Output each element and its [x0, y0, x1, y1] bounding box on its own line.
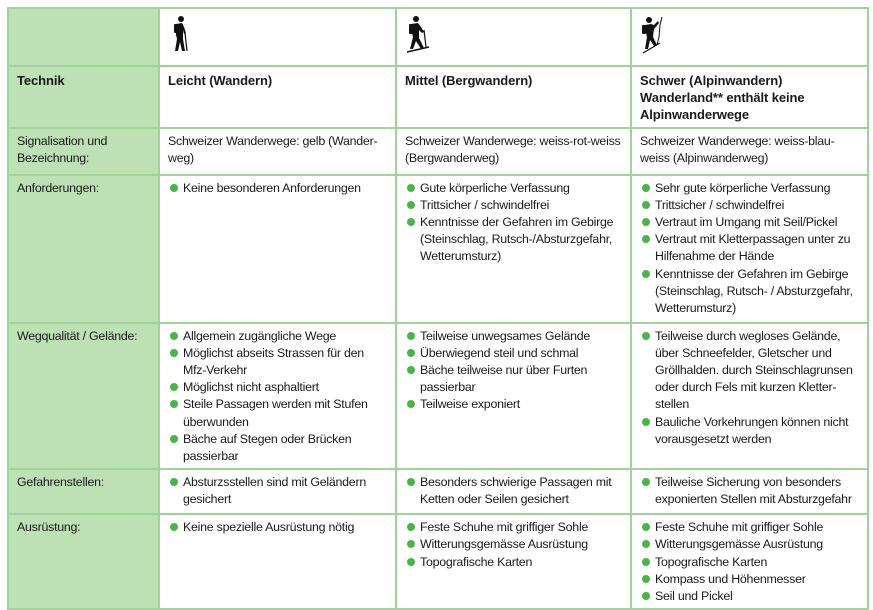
list-item-text: Absturzsstellen sind mit Geländern gesichert: [183, 475, 366, 507]
list-item-text: Möglichst nicht asphaltiert: [183, 380, 319, 395]
list-item-text: Teilweise unwegsames Gelände: [420, 328, 591, 343]
level-easy: Leicht (Wandern): [159, 66, 396, 128]
bullet-cell: [159, 469, 396, 514]
row-label: Wegqualität / Gelände:: [8, 323, 159, 470]
bullet-list: [640, 180, 861, 318]
technik-row: [8, 66, 868, 128]
list-item: [640, 536, 861, 553]
bullet-cell: [159, 514, 396, 609]
list-item: [405, 328, 624, 345]
list-item-text: Überwiegend steil und schmal: [420, 345, 579, 360]
bullet-cell: [631, 323, 868, 470]
bullet-cell: [396, 514, 631, 609]
list-item: [405, 180, 624, 197]
bullet-dot-icon: [407, 218, 415, 226]
level-hard: Schwer (Alpinwandern) Wanderland** enthält keine Alpinwanderwege: [631, 66, 868, 128]
bullet-dot-icon: [642, 332, 650, 340]
list-item-text: Vertraut im Umgang mit Seil/Pickel: [655, 215, 838, 230]
list-item: [168, 519, 389, 536]
bullet-dot-icon: [170, 332, 178, 340]
row-label: Anforderungen:: [8, 175, 159, 323]
bullet-list: [640, 474, 861, 508]
list-item-text: Besonders schwierige Passagen mit Ketten oder Seilen gesichert: [420, 475, 612, 507]
bullet-list: [640, 519, 861, 605]
list-item: [640, 214, 861, 231]
hiking-difficulty-table: [7, 7, 869, 610]
list-item-text: Witterungsgemässe Ausrüstung: [420, 537, 588, 552]
cell-text: Schweizer Wanderwege: gelb (Wander-weg): [159, 128, 396, 175]
bullet-cell: [631, 469, 868, 514]
list-item-text: Bauliche Vorkehrungen können nicht vorausgesetzt werden: [655, 414, 849, 446]
list-item-text: Trittsicher / schwindelfrei: [420, 197, 550, 212]
list-item-text: Sehr gute körperliche Verfassung: [655, 180, 831, 195]
bullet-dot-icon: [642, 218, 650, 226]
bullet-dot-icon: [407, 332, 415, 340]
bullet-list: [168, 180, 389, 197]
bullet-dot-icon: [407, 478, 415, 486]
icon-row: [8, 8, 868, 66]
list-item-text: Bäche teilweise nur über Furten passierbar: [420, 363, 588, 395]
bullet-dot-icon: [407, 540, 415, 548]
bullet-dot-icon: [170, 184, 178, 192]
icon-cell-hard: [631, 8, 868, 66]
list-item-text: Teilweise Sicherung von besonders exponierten Stellen mit Absturzgefahr: [655, 475, 852, 507]
bullet-cell: [396, 323, 631, 470]
bullet-dot-icon: [407, 400, 415, 408]
bullet-dot-icon: [407, 349, 415, 357]
bullet-dot-icon: [642, 592, 650, 600]
list-item: [405, 396, 624, 413]
list-item-text: Steile Passagen werden mit Stufen überwunden: [183, 397, 368, 429]
hiker-easy-icon: [168, 15, 194, 55]
list-item: [640, 197, 861, 214]
technik-label: Technik: [8, 66, 159, 128]
bullet-dot-icon: [170, 435, 178, 443]
bullet-dot-icon: [407, 201, 415, 209]
table-row: [8, 514, 868, 609]
list-item: [168, 345, 389, 379]
row-label: Signalisation und Bezeichnung:: [8, 128, 159, 175]
bullet-dot-icon: [407, 558, 415, 566]
list-item-text: Trittsicher / schwindelfrei: [655, 197, 785, 212]
bullet-dot-icon: [642, 558, 650, 566]
bullet-list: [405, 180, 624, 266]
bullet-list: [640, 328, 861, 448]
list-item-text: Keine spezielle Ausrüstung nötig: [183, 520, 355, 535]
list-item-text: Teilweise durch wegloses Gelände, über Schneefelder, Gletscher und Gröllhalden. durch Steinschlagrunsen oder durch Fels mit kurzen Kletter-stellen: [655, 328, 853, 412]
bullet-cell: [631, 514, 868, 609]
list-item: [640, 588, 861, 605]
bullet-dot-icon: [170, 400, 178, 408]
bullet-dot-icon: [170, 523, 178, 531]
bullet-cell: [631, 175, 868, 323]
table-row: [8, 128, 868, 175]
bullet-dot-icon: [642, 478, 650, 486]
list-item-text: Bäche auf Stegen oder Brücken passierbar: [183, 431, 352, 464]
hiker-mountain-icon: [405, 15, 431, 55]
bullet-list: [168, 328, 389, 466]
alpine-climber-icon: [640, 15, 666, 55]
list-item-text: Kenntnisse der Gefahren im Gebirge (Steinschlag, Rutsch- / Absturzgefahr, Wetterumsturz): [655, 266, 853, 316]
list-item-text: Topografische Karten: [420, 554, 533, 569]
cell-text: Schweizer Wanderwege: weiss-blau-weiss (Alpinwanderweg): [631, 128, 868, 175]
list-item: [168, 180, 389, 197]
bullet-dot-icon: [407, 184, 415, 192]
list-item: [405, 197, 624, 214]
list-item-text: Seil und Pickel: [655, 589, 733, 604]
list-item-text: Vertraut mit Kletterpassagen unter zu Hilfenahme der Hände: [655, 232, 851, 264]
list-item: [640, 519, 861, 536]
bullet-dot-icon: [642, 523, 650, 531]
list-item: [405, 536, 624, 553]
bullet-cell: [159, 323, 396, 470]
bullet-dot-icon: [642, 184, 650, 192]
list-item: [640, 266, 861, 318]
list-item: [640, 231, 861, 265]
bullet-dot-icon: [407, 523, 415, 531]
level-medium: Mittel (Bergwandern): [396, 66, 631, 128]
list-item-text: Kenntnisse der Gefahren im Gebirge (Steinschlag, Rutsch-/Absturzgefahr, Wetterumsturz): [420, 215, 614, 264]
bullet-cell: [396, 175, 631, 323]
bullet-dot-icon: [642, 201, 650, 209]
list-item: [405, 345, 624, 362]
list-item-text: Teilweise exponiert: [420, 397, 520, 412]
table-row: [8, 323, 868, 470]
bullet-cell: [159, 175, 396, 323]
list-item-text: Keine besonderen Anforderungen: [183, 180, 361, 195]
list-item: [168, 474, 389, 508]
bullet-cell: [396, 469, 631, 514]
list-item: [405, 214, 624, 266]
list-item-text: Feste Schuhe mit griffiger Sohle: [655, 520, 824, 535]
list-item: [168, 396, 389, 430]
icon-cell-medium: [396, 8, 631, 66]
bullet-dot-icon: [642, 270, 650, 278]
list-item: [640, 554, 861, 571]
list-item-text: Topografische Karten: [655, 554, 768, 569]
bullet-dot-icon: [170, 478, 178, 486]
list-item: [640, 414, 861, 448]
list-item: [405, 554, 624, 571]
bullet-list: [405, 328, 624, 414]
icon-cell-easy: [159, 8, 396, 66]
bullet-list: [405, 474, 624, 508]
bullet-dot-icon: [170, 383, 178, 391]
cell-text: Schweizer Wanderwege: weiss-rot-weiss (Bergwanderweg): [396, 128, 631, 175]
bullet-dot-icon: [642, 418, 650, 426]
table-row: [8, 469, 868, 514]
list-item: [640, 474, 861, 508]
list-item-text: Kompass und Höhenmesser: [655, 571, 806, 586]
bullet-list: [168, 519, 389, 536]
bullet-dot-icon: [642, 575, 650, 583]
table-row: [8, 175, 868, 323]
list-item-text: Möglichst abseits Strassen für den Mfz-Verkehr: [183, 345, 364, 378]
list-item: [640, 180, 861, 197]
list-item-text: Gute körperliche Verfassung: [420, 180, 570, 195]
list-item-text: Witterungsgemässe Ausrüstung: [655, 537, 823, 552]
row-label: Ausrüstung:: [8, 514, 159, 609]
list-item: [168, 328, 389, 345]
list-item-text: Allgemein zugängliche Wege: [183, 328, 337, 343]
bullet-list: [168, 474, 389, 508]
list-item: [405, 362, 624, 396]
list-item: [405, 519, 624, 536]
bullet-dot-icon: [407, 366, 415, 374]
list-item: [640, 328, 861, 414]
bullet-dot-icon: [170, 349, 178, 357]
list-item: [640, 571, 861, 588]
bullet-dot-icon: [642, 540, 650, 548]
list-item: [168, 379, 389, 396]
list-item: [168, 431, 389, 465]
corner-cell: [8, 8, 159, 66]
row-label: Gefahrenstellen:: [8, 469, 159, 514]
bullet-dot-icon: [642, 235, 650, 243]
list-item-text: Feste Schuhe mit griffiger Sohle: [420, 520, 589, 535]
list-item: [405, 474, 624, 508]
bullet-list: [405, 519, 624, 571]
